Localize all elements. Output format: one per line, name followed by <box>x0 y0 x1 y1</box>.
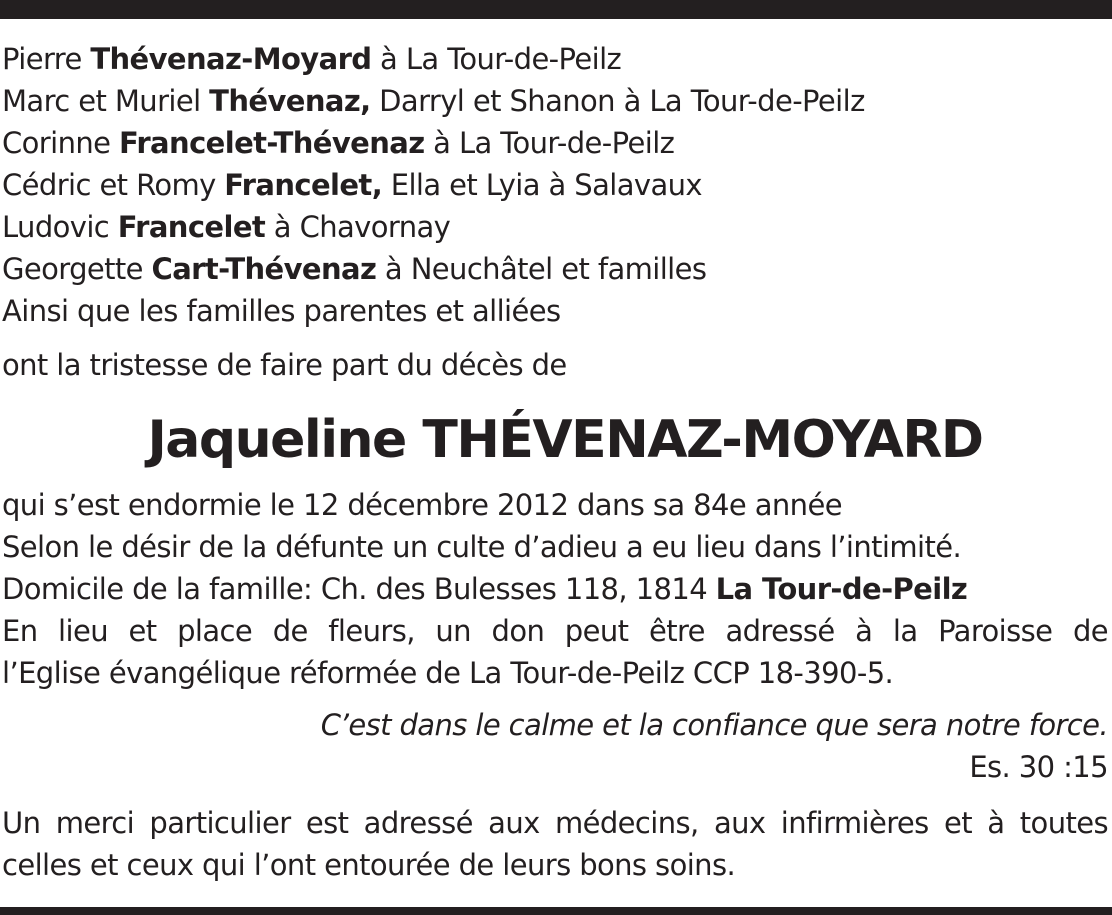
family-line: Georgette Cart-Thévenaz à Neuchâtel et familles <box>2 252 707 286</box>
family-domicile: Domicile de la famille: Ch. des Bulesses 118, 1814 La Tour-de-Peilz <box>2 572 968 606</box>
ceremony-text: Selon le désir de la défunte un culte d’adieu a eu lieu dans l’intimité. <box>2 530 962 564</box>
family-line: Marc et Muriel Thévenaz, Darryl et Shanon à La Tour-de-Peilz <box>2 84 865 118</box>
bottom-rule <box>0 907 1112 915</box>
bible-reference: Es. 30 :15 <box>969 750 1108 784</box>
family-line: Corinne Francelet-Thévenaz à La Tour-de-Peilz <box>2 126 675 160</box>
family-line: Ludovic Francelet à Chavornay <box>2 210 451 244</box>
family-line: Cédric et Romy Francelet, Ella et Lyia à Salavaux <box>2 168 702 202</box>
obituary-notice <box>2 38 1108 886</box>
bible-quote: C’est dans le calme et la confiance que sera notre force. <box>320 708 1108 742</box>
thanks-text-line: Un merci particulier est adressé aux médecins, aux infirmières et à toutes <box>2 806 1108 840</box>
top-rule <box>0 0 1112 19</box>
donation-text-line: En lieu et place de fleurs, un don peut être adressé à la Paroisse de <box>2 614 1108 648</box>
deceased-name-heading: Jaqueline THÉVENAZ-MOYARD <box>147 410 983 470</box>
donation-text-line: l’Eglise évangélique réformée de La Tour-de-Peilz CCP 18-390-5. <box>2 656 894 690</box>
passing-date-text: qui s’est endormie le 12 décembre 2012 dans sa 84e année <box>2 488 842 522</box>
family-line: Pierre Thévenaz-Moyard à La Tour-de-Peilz <box>2 42 622 76</box>
family-line: Ainsi que les familles parentes et alliées <box>2 294 561 328</box>
announcement-text: ont la tristesse de faire part du décès de <box>2 348 567 382</box>
thanks-text-line: celles et ceux qui l’ont entourée de leurs bons soins. <box>2 848 736 882</box>
family-list <box>2 38 1108 332</box>
